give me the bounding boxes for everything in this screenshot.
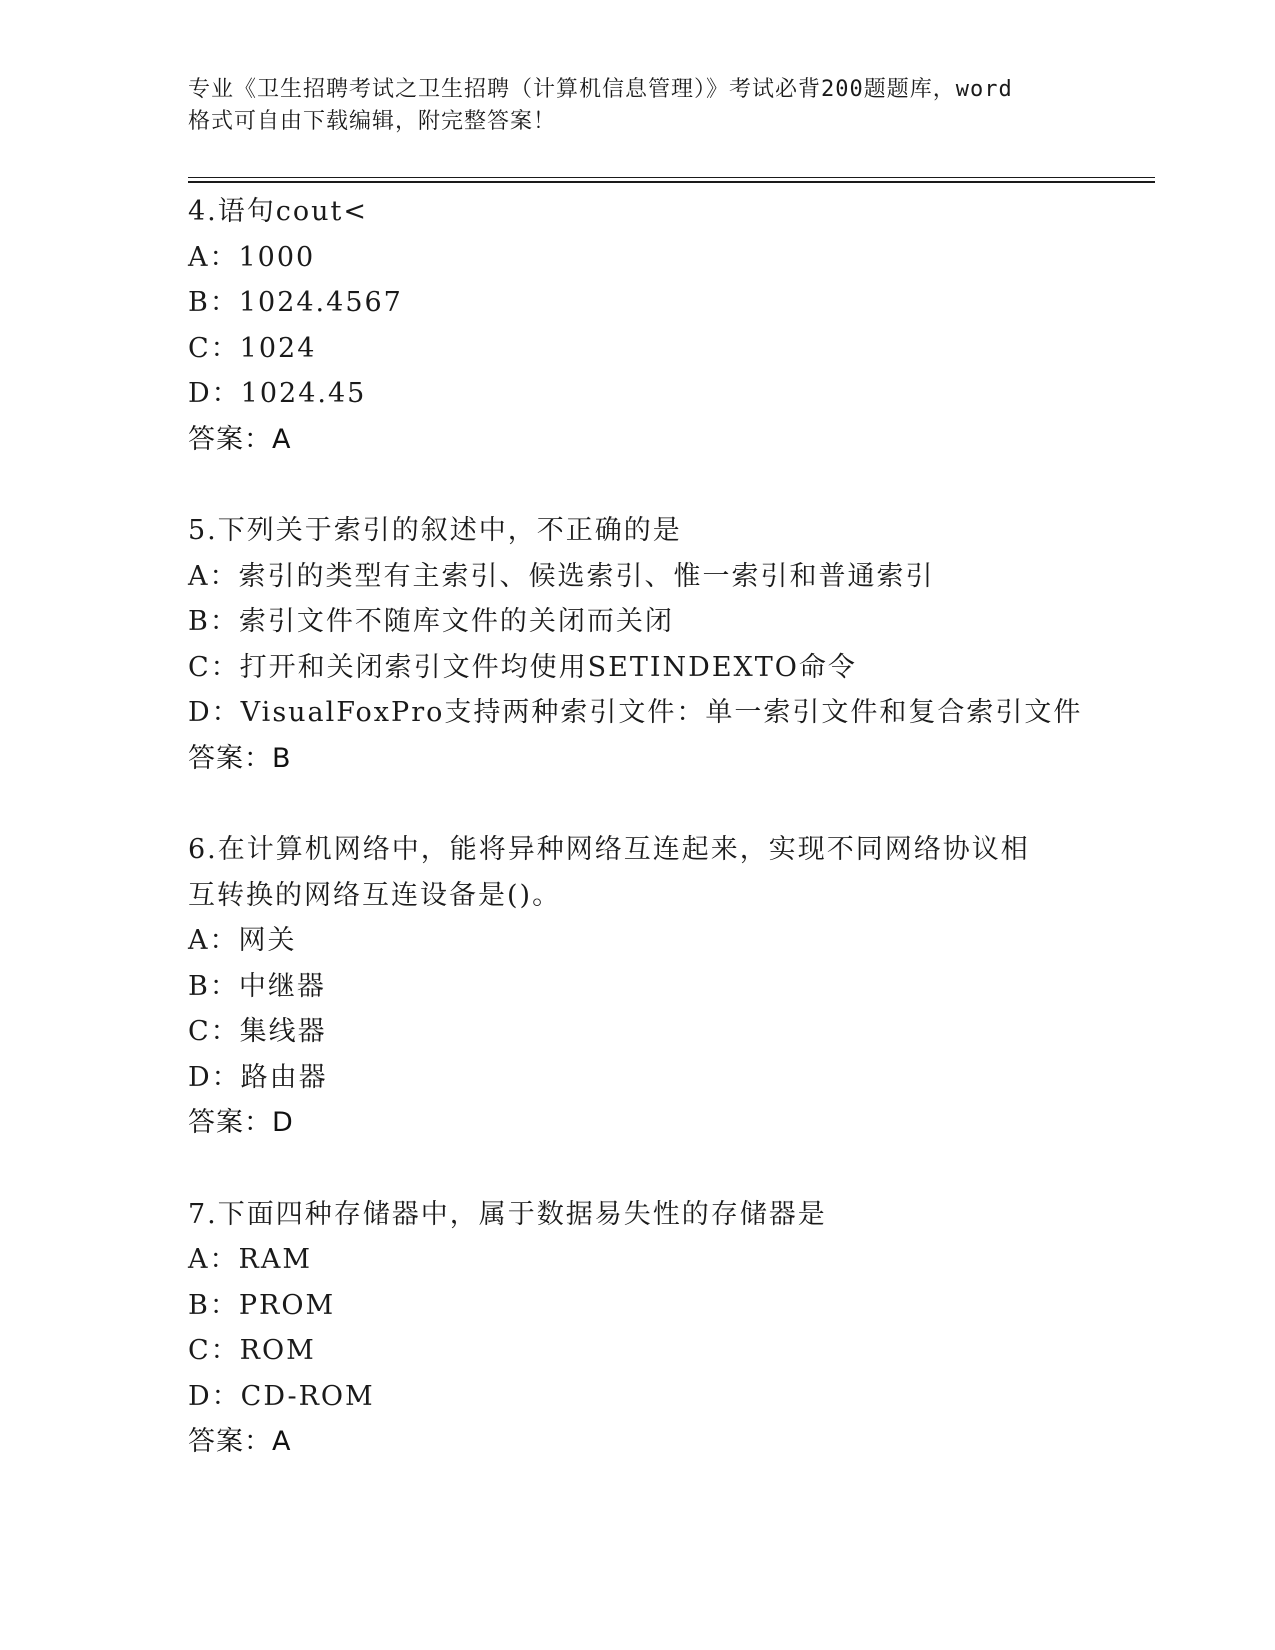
option-text: 1024.4567 xyxy=(238,287,403,318)
question-stem: 7.下面四种存储器中，属于数据易失性的存储器是 xyxy=(188,1198,827,1230)
option-d xyxy=(188,1055,1148,1101)
header-line-1: 专业《卫生招聘考试之卫生招聘（计算机信息管理）》考试必背200题题库，word xyxy=(188,77,1013,102)
option-key: C： xyxy=(188,332,240,364)
question-item xyxy=(188,508,1148,781)
header-divider-thick xyxy=(188,181,1155,183)
option-a xyxy=(188,1237,1148,1283)
option-text: 打开和关闭索引文件均使用SETINDEXTO命令 xyxy=(239,651,857,683)
option-key: B： xyxy=(188,606,239,637)
option-key: B： xyxy=(188,1289,239,1321)
option-b xyxy=(188,280,1148,326)
option-text: 1024.45 xyxy=(240,378,367,409)
option-key: A： xyxy=(188,1244,239,1275)
option-text: 索引文件不随库文件的关闭而关闭 xyxy=(238,606,674,637)
option-key: C： xyxy=(188,1016,240,1047)
option-b xyxy=(188,1283,1148,1329)
option-c xyxy=(188,326,1148,372)
option-b xyxy=(188,599,1148,645)
option-text: 1000 xyxy=(238,241,316,273)
option-key: A： xyxy=(188,241,239,273)
question-stem: 5.下列关于索引的叙述中，不正确的是 xyxy=(188,515,682,546)
answer-label: 答案：A xyxy=(188,1426,292,1457)
option-text: 路由器 xyxy=(240,1061,328,1093)
question-item xyxy=(188,1192,1148,1465)
header-divider-thin xyxy=(188,177,1155,178)
question-stem: 6.在计算机网络中，能将异种网络互连起来，实现不同网络协议相互转换的网络互连设备是()。 xyxy=(188,834,1030,911)
question-list xyxy=(188,189,1148,1511)
option-key: A： xyxy=(188,925,239,956)
option-text: 集线器 xyxy=(239,1016,327,1047)
option-key: B： xyxy=(188,970,239,1002)
document-header xyxy=(188,74,1088,138)
option-key: D： xyxy=(188,378,241,409)
option-d xyxy=(188,371,1148,417)
option-key: B： xyxy=(188,287,239,318)
option-c xyxy=(188,1328,1148,1374)
option-text: 1024 xyxy=(239,332,317,364)
option-text: ROM xyxy=(239,1335,316,1366)
option-text: VisualFoxPro支持两种索引文件：单一索引文件和复合索引文件 xyxy=(240,697,1083,728)
option-text: 网关 xyxy=(238,925,297,956)
answer-label: 答案：D xyxy=(188,1107,294,1138)
option-key: A： xyxy=(188,560,239,592)
option-text: 中继器 xyxy=(238,970,326,1002)
option-text: PROM xyxy=(238,1289,336,1321)
option-d xyxy=(188,1374,1148,1420)
option-key: C： xyxy=(188,651,240,683)
option-a xyxy=(188,918,1148,964)
option-a xyxy=(188,235,1148,281)
option-d xyxy=(188,690,1148,736)
question-item xyxy=(188,827,1148,1146)
option-text: CD-ROM xyxy=(240,1380,375,1412)
option-c xyxy=(188,645,1148,691)
answer-label: 答案：A xyxy=(188,423,292,455)
option-key: D： xyxy=(188,1380,241,1412)
question-stem: 4.语句cout< xyxy=(188,196,368,227)
option-text: 索引的类型有主索引、候选索引、惟一索引和普通索引 xyxy=(238,560,935,592)
option-key: D： xyxy=(188,1061,241,1093)
option-c xyxy=(188,1009,1148,1055)
option-a xyxy=(188,554,1148,600)
option-key: C： xyxy=(188,1335,240,1366)
answer-label: 答案：B xyxy=(188,742,292,774)
option-b xyxy=(188,964,1148,1010)
question-item xyxy=(188,189,1148,462)
option-text: RAM xyxy=(238,1244,312,1275)
header-line-2: 格式可自由下载编辑，附完整答案！ xyxy=(188,109,557,134)
option-key: D： xyxy=(188,697,241,728)
